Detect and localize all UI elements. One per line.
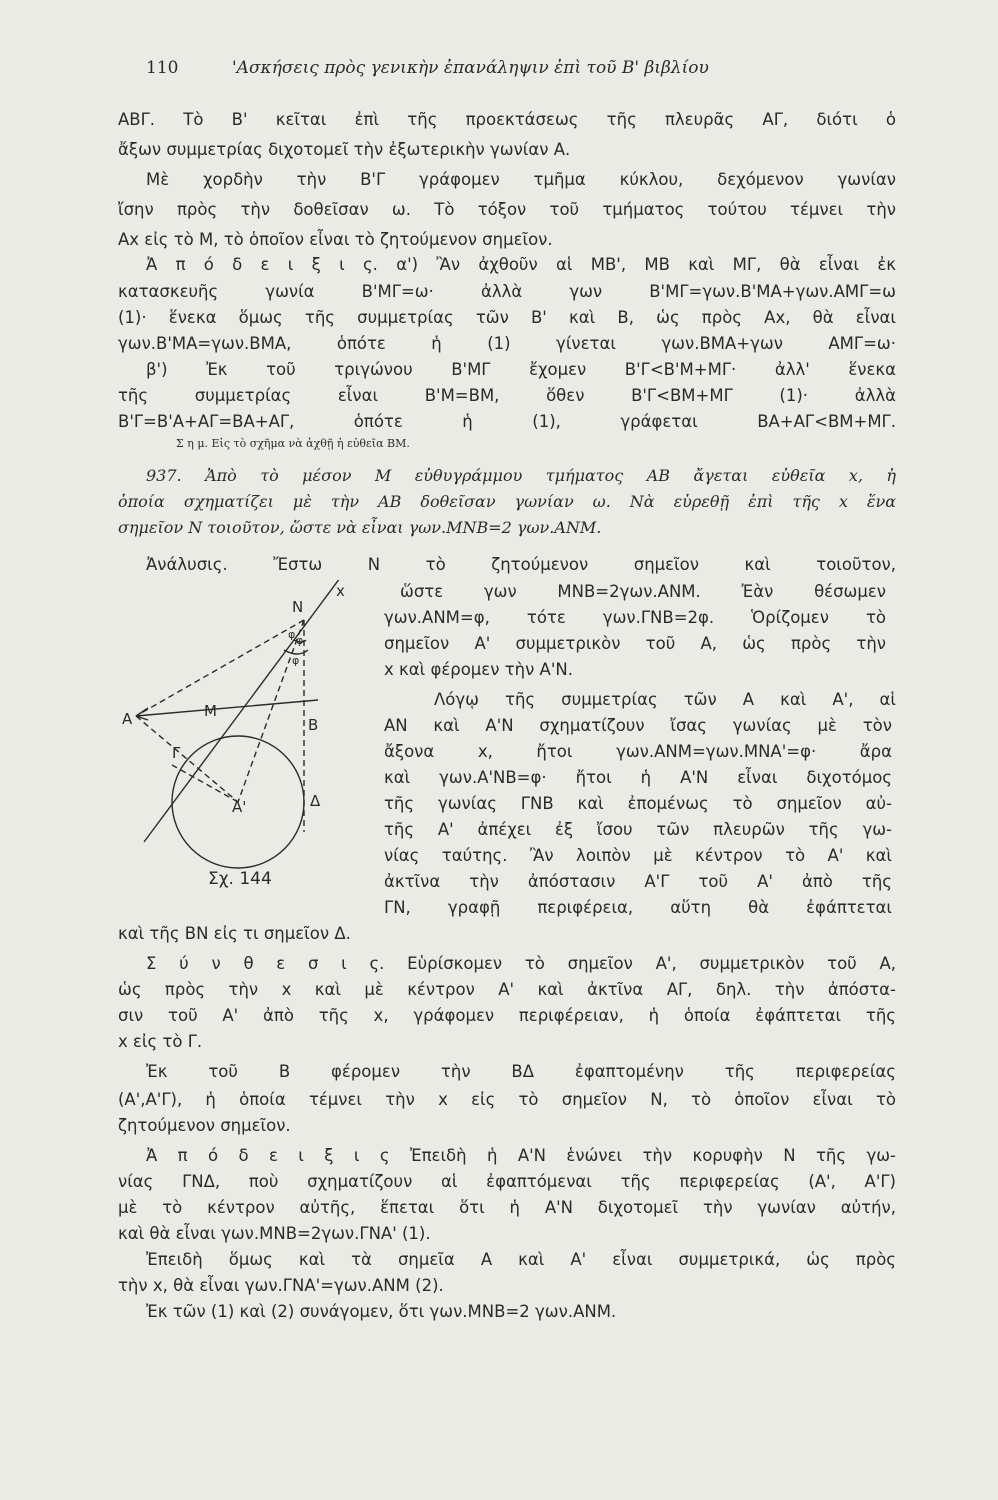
proof-line: νίας ΓΝΔ, ποὺ σχηματίζουν αἱ ἐφαπτόμεναι τῆς περιφερείας (Α', Α'Γ)	[118, 1172, 896, 1191]
analysis-line: Λόγῳ τῆς συμμετρίας τῶν Α καὶ Α', αἱ	[434, 690, 896, 709]
analysis-line: καὶ τῆς ΒΝ εἰς τι σημεῖον Δ.	[118, 924, 351, 943]
line-NA	[136, 620, 304, 716]
geometry-figure	[108, 580, 358, 900]
proof-line: καὶ θὰ εἶναι γων.ΜΝΒ=2γων.ΓΝΑ' (1).	[118, 1224, 431, 1243]
label-B: B	[308, 716, 319, 734]
text-line: Β'Γ=Β'Α+ΑΓ=ΒΑ+ΑΓ, ὁπότε ἡ (1), γράφεται ΒΑ+ΑΓ<ΒΜ+ΜΓ.	[118, 412, 896, 431]
text-line: β') Ἐκ τοῦ τριγώνου Β'ΜΓ ἔχομεν Β'Γ<Β'Μ+ΜΓ· ἀλλ' ἕνεκα	[146, 360, 896, 379]
line-NA2	[238, 620, 304, 802]
proof-line: Ἐπειδὴ ὅμως καὶ τὰ σημεῖα Α καὶ Α' εἶναι συμμετρικά, ὡς πρὸς	[146, 1250, 896, 1269]
proof-line: τὴν x, θὰ εἶναι γων.ΓΝΑ'=γων.ΑΝΜ (2).	[118, 1276, 444, 1295]
line-AA2	[136, 716, 238, 802]
label-phi: φ	[288, 628, 296, 641]
proof-line: μὲ τὸ κέντρον αὐτῆς, ἕπεται ὅτι ἡ Α'Ν διχοτομεῖ τὴν γωνίαν αὐτήν,	[118, 1198, 896, 1217]
analysis-line: σημεῖον Α' συμμετρικὸν τοῦ Α, ὡς πρὸς τὴν	[384, 634, 886, 653]
analysis-line: καὶ γων.Α'ΝΒ=φ· ἤτοι ἡ Α'Ν εἶναι διχοτόμος	[384, 768, 892, 787]
label-A-prime: A'	[232, 798, 247, 816]
synthesis-line: ζητούμενον σημεῖον.	[118, 1116, 291, 1135]
radius-A2G	[172, 765, 238, 802]
problem-statement-line: σημεῖον Ν τοιοῦτον, ὥστε νὰ εἶναι γων.ΜΝΒ=2 γων.ΑΝΜ.	[118, 518, 602, 537]
synthesis-line: (Α',Α'Γ), ἡ ὁποία τέμνει τὴν x εἰς τὸ σημεῖον Ν, τὸ ὁποῖον εἶναι τὸ	[118, 1090, 896, 1109]
segment-AB	[136, 700, 318, 716]
label-x: x	[336, 582, 345, 600]
label-A: A	[122, 710, 133, 728]
synthesis-line: Ἐκ τοῦ Β φέρομεν τὴν ΒΔ ἐφαπτομένην τῆς περιφερείας	[146, 1062, 896, 1081]
note-line: Σ η μ. Εἰς τὸ σχῆμα νὰ ἀχθῇ ἡ εὐθεῖα ΒΜ.	[176, 437, 410, 450]
label-Delta: Δ	[310, 792, 321, 810]
analysis-line: x καὶ φέρομεν τὴν Α'Ν.	[384, 660, 573, 679]
synthesis-line: ὡς πρὸς τὴν x καὶ μὲ κέντρον Α' καὶ ἀκτῖνα ΑΓ, δηλ. τὴν ἀπόστα-	[118, 980, 896, 999]
figure-caption: Σχ. 144	[208, 869, 272, 889]
text-line: τῆς συμμετρίας εἶναι Β'Μ=ΒΜ, ὅθεν Β'Γ<ΒΜ+ΜΓ (1)· ἀλλὰ	[118, 386, 896, 405]
text-line: ἄξων συμμετρίας διχοτομεῖ τὴν ἐξωτερικὴν γωνίαν Α.	[118, 140, 571, 159]
text-line: Ἀ π ό δ ε ι ξ ι ς. α') Ἂν ἀχθοῦν αἱ ΜΒ', ΜΒ καὶ ΜΓ, θὰ εἶναι ἐκ	[146, 255, 896, 274]
page-number: 110	[146, 58, 179, 78]
analysis-line: ΑΝ καὶ Α'Ν σχηματίζουν ἴσας γωνίας μὲ τὸν	[384, 716, 892, 735]
synthesis-line: Σ ύ ν θ ε σ ι ς. Εὑρίσκομεν τὸ σημεῖον Α', συμμετρικὸν τοῦ Α,	[146, 954, 896, 973]
label-Gamma: Γ	[172, 744, 181, 762]
text-line: Μὲ χορδὴν τὴν Β'Γ γράφομεν τμῆμα κύκλου, δεχόμενον γωνίαν	[146, 170, 896, 189]
synthesis-line: σιν τοῦ Α' ἀπὸ τῆς x, γράφομεν περιφέρειαν, ἡ ὁποία ἐφάπτεται τῆς	[118, 1006, 896, 1025]
label-N: N	[292, 598, 304, 616]
analysis-line: τῆς Α' ἀπέχει ἐξ ἴσου τῶν πλευρῶν τῆς γω-	[384, 820, 892, 839]
running-title: 'Ασκήσεις πρὸς γενικὴν ἐπανάληψιν ἐπὶ τοῦ Β' βιβλίου	[232, 58, 709, 78]
page-header	[0, 58, 998, 90]
text-line: ἴσην πρὸς τὴν δοθεῖσαν ω. Τὸ τόξον τοῦ τμήματος τούτου τέμνει τὴν	[118, 200, 896, 219]
label-phi: φ	[292, 654, 300, 667]
problem-statement-line: ὁποία σχηματίζει μὲ τὴν ΑΒ δοθεῖσαν γωνίαν ω. Νὰ εὑρεθῇ ἐπὶ τῆς x ἕνα	[118, 492, 896, 511]
text-line: κατασκευῆς γωνία Β'ΜΓ=ω· ἀλλὰ γων Β'ΜΓ=γων.Β'ΜΑ+γων.ΑΜΓ=ω	[118, 282, 896, 301]
text-line: (1)· ἕνεκα ὅμως τῆς συμμετρίας τῶν Β' καὶ Β, ὡς πρὸς Αx, θὰ εἶναι	[118, 308, 896, 327]
analysis-line: ἀκτῖνα τὴν ἀπόστασιν Α'Γ τοῦ Α' ἀπὸ τῆς	[384, 872, 892, 891]
text-line: ΑΒΓ. Τὸ Β' κεῖται ἐπὶ τῆς προεκτάσεως τῆς πλευρᾶς ΑΓ, διότι ὁ	[118, 110, 896, 129]
analysis-line: ὥστε γων ΜΝΒ=2γων.ΑΝΜ. Ἐὰν θέσωμεν	[400, 582, 886, 601]
synthesis-line: x εἰς τὸ Γ.	[118, 1032, 203, 1051]
analysis-line: Ἀνάλυσις. Ἔστω Ν τὸ ζητούμενον σημεῖον καὶ τοιοῦτον,	[146, 555, 896, 574]
problem-statement-line: 937. Ἀπὸ τὸ μέσον Μ εὐθυγράμμου τμήματος ΑΒ ἄγεται εὐθεῖα x, ἡ	[146, 466, 896, 485]
analysis-line: γων.ΑΝΜ=φ, τότε γων.ΓΝΒ=2φ. Ὁρίζομεν τὸ	[384, 608, 886, 627]
analysis-line: ἄξονα x, ἤτοι γων.ΑΝΜ=γων.ΜΝΑ'=φ· ἄρα	[384, 742, 892, 761]
label-phi: φ	[296, 634, 304, 647]
analysis-line: τῆς γωνίας ΓΝΒ καὶ ἐπομένως τὸ σημεῖον αὐ-	[384, 794, 892, 813]
text-line: Αx εἰς τὸ Μ, τὸ ὁποῖον εἶναι τὸ ζητούμενον σημεῖον.	[118, 230, 553, 249]
analysis-line: νίας ταύτης. Ἂν λοιπὸν μὲ κέντρον τὸ Α' καὶ	[384, 846, 892, 865]
analysis-line: ΓΝ, γραφῇ περιφέρεια, αὕτη θὰ ἐφάπτεται	[384, 898, 892, 917]
proof-line: Ἀ π ό δ ε ι ξ ι ς Ἐπειδὴ ἡ Α'Ν ἑνώνει τὴν κορυφὴν Ν τῆς γω-	[146, 1146, 896, 1165]
proof-line: Ἐκ τῶν (1) καὶ (2) συνάγομεν, ὅτι γων.ΜΝΒ=2 γων.ΑΝΜ.	[146, 1302, 617, 1321]
text-line: γων.Β'ΜΑ=γων.ΒΜΑ, ὁπότε ἡ (1) γίνεται γων.ΒΜΑ+γων ΑΜΓ=ω·	[118, 334, 896, 353]
label-M: M	[204, 702, 217, 720]
